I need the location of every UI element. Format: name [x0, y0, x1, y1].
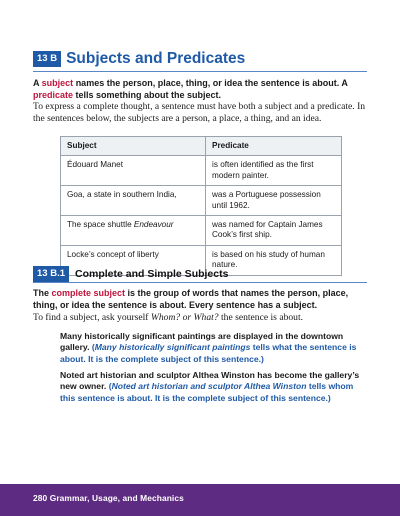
complete-subject-definition: [33, 288, 367, 311]
def-text-3: tells something about the subject.: [73, 89, 222, 100]
def-text-1: A: [33, 78, 42, 88]
cell-subject: Édouard Manet: [61, 156, 206, 186]
def-text-2: is the group of words that names the person, place, thing, or idea the sentence is about. Every sentence has a subject.: [33, 288, 349, 310]
example-paragraph: [60, 331, 360, 365]
column-header-subject: Subject: [61, 137, 206, 156]
table-header-row: [61, 137, 342, 156]
section-body-text: To express a complete thought, a sentence must have both a subject and a predicate. In the sentences below, the subjects are a person, a place, a thing, and an idea.: [33, 101, 366, 124]
page-footer: [0, 484, 400, 516]
cell-subject-text: The space shuttle: [67, 220, 134, 230]
keyword-predicate: predicate: [33, 89, 74, 100]
table-row: [61, 186, 342, 216]
subsection-title: Complete and Simple Subjects: [75, 268, 229, 280]
example-note: [60, 342, 356, 363]
note-open: (: [89, 342, 95, 353]
subject-predicate-table: [60, 136, 342, 276]
cell-subject: [61, 216, 206, 246]
cell-subject: Goa, a state in southern India,: [61, 186, 206, 216]
example-sentence: Many historically significant paintings are displayed in the downtown gallery.: [60, 331, 344, 353]
note-open: (: [106, 381, 112, 392]
note-italic-subject: Many historically significant paintings: [94, 342, 251, 353]
subsection-tag: 13 B.1: [33, 266, 69, 282]
cell-predicate: was a Portuguese possession until 1962.: [206, 186, 342, 216]
body-text-1: To find a subject, ask yourself: [33, 312, 151, 323]
cell-subject: Locke’s concept of liberty: [61, 245, 206, 275]
keyword-complete-subject: complete subject: [51, 288, 126, 298]
subsection-divider: [33, 282, 367, 283]
example-sentence: Noted art historian and sculptor Althea Winston has become the gallery’s new owner.: [60, 370, 360, 392]
subsection-heading: [33, 266, 228, 282]
table-row: [61, 216, 342, 246]
body-text-italic: Whom? or What?: [150, 312, 219, 323]
footer-page-label: 280 Grammar, Usage, and Mechanics: [33, 493, 184, 503]
note-rest: tells what the sentence is about. It is the complete subject of this sentence.): [60, 342, 357, 364]
cell-subject-italic: Endeavour: [133, 220, 174, 230]
section-heading: [33, 50, 245, 68]
example-paragraph: [60, 370, 360, 404]
cell-predicate: was named for Captain James Cook’s first ship.: [206, 216, 342, 246]
subject-predicate-definition: [33, 78, 367, 101]
body-text-2: the sentence is about.: [218, 312, 304, 323]
note-italic-subject: Noted art historian and sculptor Althea Winston: [111, 381, 307, 392]
column-header-predicate: Predicate: [206, 137, 342, 156]
subsection-body-text: [33, 312, 373, 324]
def-text-2: names the person, place, thing, or idea the sentence is about. A: [73, 78, 348, 88]
cell-predicate: is based on his study of human nature.: [206, 245, 342, 275]
keyword-subject: subject: [41, 78, 74, 88]
table-row: [61, 156, 342, 186]
section-divider: [33, 71, 367, 72]
section-title: Subjects and Predicates: [66, 50, 246, 67]
def-text-1: The: [33, 288, 52, 298]
note-rest: tells whom this sentence is about. It is the complete subject of this sentence.): [60, 381, 354, 403]
section-tag: 13 B: [33, 51, 61, 67]
cell-predicate: is often identified as the first modern painter.: [206, 156, 342, 186]
